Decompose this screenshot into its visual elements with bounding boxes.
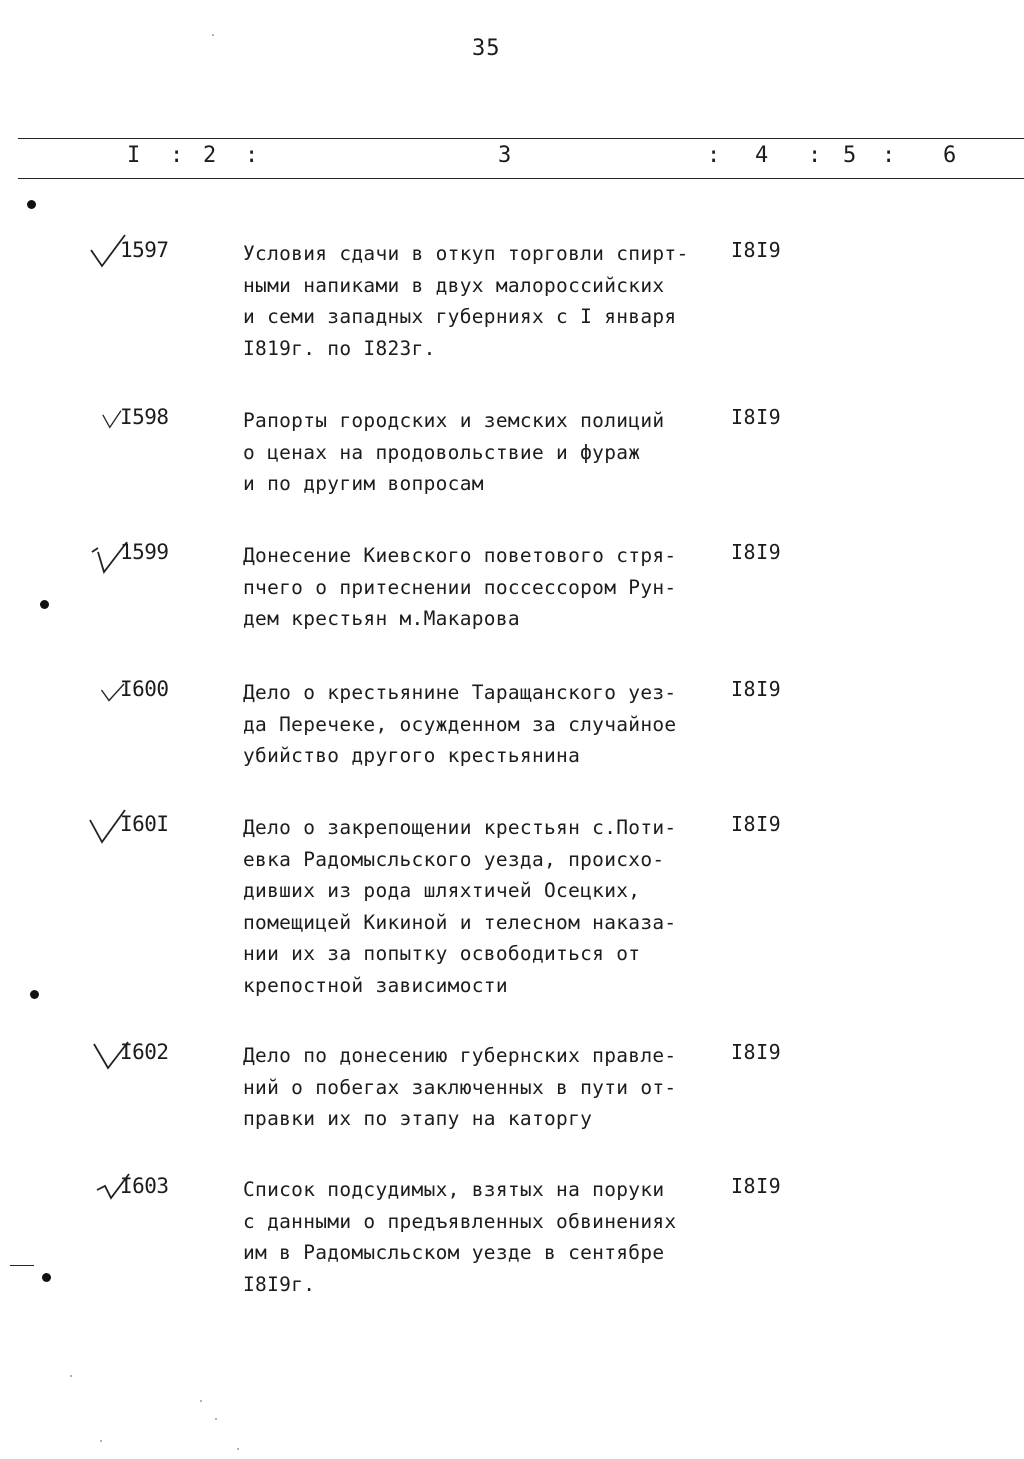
column-separator: : [808,143,822,168]
description-line: I8I9г. [243,1272,316,1296]
column-separator: : [170,143,184,168]
description-line: ний о побегах заключенных в пути от- [243,1075,677,1099]
entry-year: I8I9 [731,1040,782,1064]
description-line: I819г. по I823г. [243,336,436,360]
page-number: 35 [472,36,501,61]
description-line: Список подсудимых, взятых на поруки [243,1178,665,1201]
description-line: дем крестьян м.Макарова [243,607,520,630]
entry-year: I8I9 [731,540,782,564]
column-header-2: 2 [203,143,217,168]
entry-description [243,1174,723,1300]
entry-description [243,540,723,635]
description-line: Дело по донесению губернских правле- [243,1044,677,1067]
scan-speck [215,1418,217,1420]
entry-number: I598 [120,405,169,429]
entry-number: I60I [120,812,169,836]
description-line: о ценах на продовольствие и фураж [243,440,641,464]
entry-number: I603 [120,1174,169,1198]
description-line: евка Радомысльского уезда, происхо- [243,847,665,871]
entry-year: I8I9 [731,405,782,429]
description-line: пчего о притеснении поссессором Рун- [243,575,677,599]
entry-description [243,238,723,364]
description-line: Условия сдачи в откуп торговли спирт- [243,242,689,265]
entry-description [243,405,723,500]
column-header-4: 4 [755,143,769,168]
scan-speck [237,1448,239,1450]
description-line: крепостной зависимости [243,973,508,997]
column-header-6: 6 [943,143,957,168]
entry-number: I600 [120,677,169,701]
entry-number: 1599 [120,540,169,564]
entry-description [243,1040,723,1135]
description-line: и по другим вопросам [243,472,484,495]
description-line: убийство другого крестьянина [243,744,581,767]
description-line: Дело о закрепощении крестьян с.Поти- [243,816,677,839]
description-line: с данными о предъявленных обвинениях [243,1209,677,1233]
scan-speck [100,1440,102,1442]
header-rule-bottom [18,178,1024,179]
scan-speck [70,1375,72,1377]
column-header-1: I [127,143,141,168]
entry-year: I8I9 [731,677,782,701]
column-separator: : [245,143,259,168]
column-header-3: 3 [498,143,512,168]
margin-dash [10,1265,34,1266]
margin-dot [40,600,49,609]
description-line: да Перечеке, осужденном за случайное [243,712,677,736]
margin-dot [30,990,39,999]
description-line: Дело о крестьянине Таращанского уез- [243,681,677,704]
description-line: Донесение Киевского поветового стря- [243,544,677,567]
entry-number: 1597 [120,238,169,262]
column-separator: : [707,143,721,168]
header-rule-top [18,138,1024,139]
margin-dot [27,200,36,209]
description-line: им в Радомысльском уезде в сентябре [243,1241,665,1264]
entry-year: I8I9 [731,238,782,262]
description-line: нии их за попытку освободиться от [243,942,641,965]
description-line: Рапорты городских и земских полиций [243,409,665,432]
entry-year: I8I9 [731,812,782,836]
margin-dot [42,1273,51,1282]
scan-speck [212,34,214,36]
description-line: дивших из рода шляхтичей Осецких, [243,879,641,902]
entry-description [243,677,723,772]
entry-year: I8I9 [731,1174,782,1198]
scan-speck [200,1400,202,1402]
description-line: и семи западных губерниях с I января [243,305,677,328]
column-separator: : [882,143,896,168]
description-line: ными напиками в двух малороссийских [243,273,665,297]
column-header-5: 5 [843,143,857,168]
entry-number: I602 [120,1040,169,1064]
description-line: правки их по этапу на каторгу [243,1107,593,1130]
description-line: помещицей Кикиной и телесном наказа- [243,910,677,934]
entry-description [243,812,723,1001]
